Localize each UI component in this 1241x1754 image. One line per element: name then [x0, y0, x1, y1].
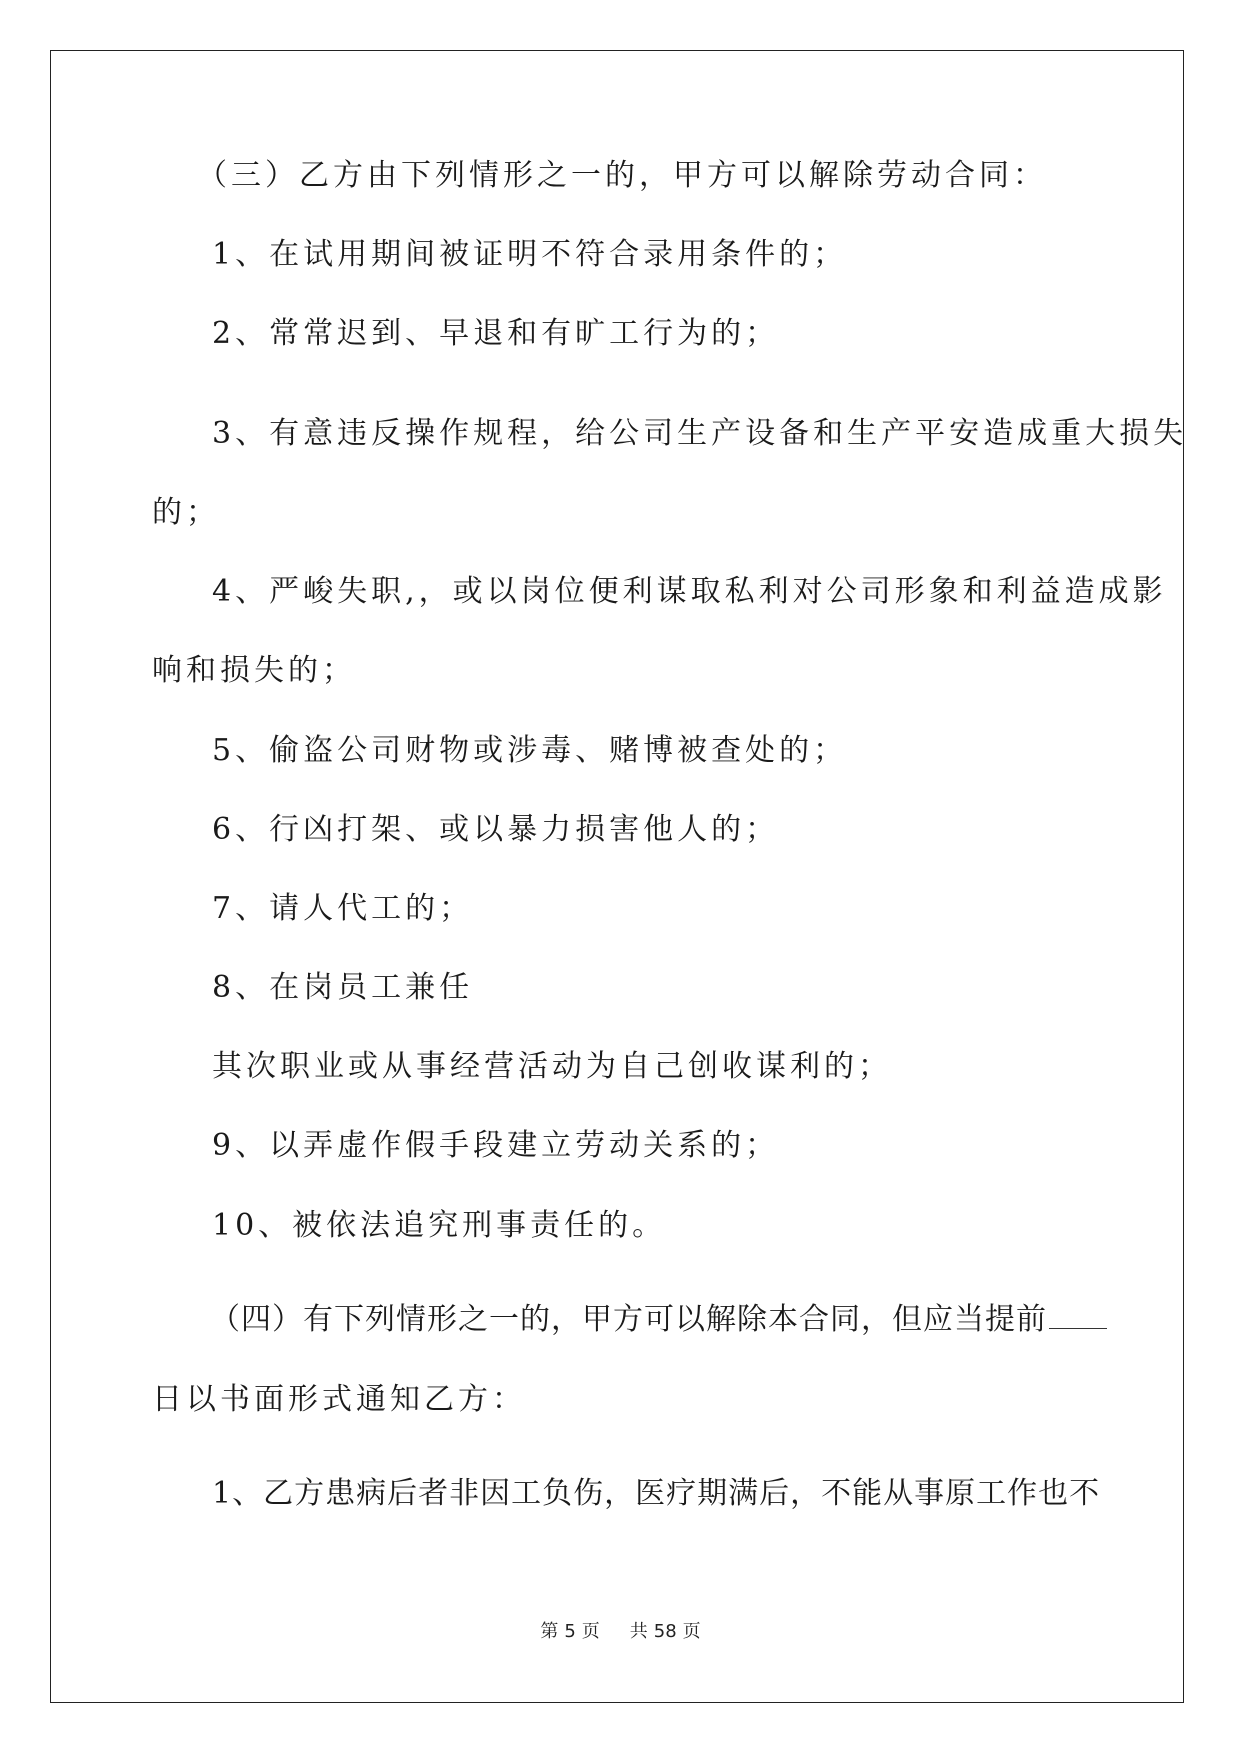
- list-item-4: 4、严峻失职,，或以岗位便利谋取私利对公司形象和利益造成影: [212, 574, 1167, 609]
- section-4-list-item-1: 1、乙方患病后者非因工负伤，医疗期满后，不能从事原工作也不: [212, 1476, 1101, 1511]
- list-item-4-cont: 响和损失的；: [152, 653, 356, 688]
- list-item-2: 2、常常迟到、早退和有旷工行为的；: [212, 316, 780, 351]
- list-item-1: 1、在试用期间被证明不符合录用条件的；: [212, 237, 848, 272]
- total-suffix: 页: [682, 1621, 701, 1642]
- list-item-10: 10、被依法追究刑事责任的。: [212, 1208, 667, 1243]
- total-prefix: 共: [629, 1621, 648, 1642]
- section-4-text: （四）有下列情形之一的，甲方可以解除本合同，但应当提前: [210, 1302, 1047, 1337]
- page-footer: [0, 1617, 1241, 1643]
- total-pages: 58: [653, 1621, 677, 1642]
- paragraph-section-4-cont: 日以书面形式通知乙方：: [152, 1382, 526, 1417]
- page-border: [50, 50, 1184, 1703]
- list-item-6: 6、行凶打架、或以暴力损害他人的；: [212, 812, 780, 847]
- list-item-8-cont: 其次职业或从事经营活动为自己创收谋利的；: [212, 1049, 892, 1084]
- list-item-5: 5、偷盗公司财物或涉毒、赌博被查处的；: [212, 733, 848, 768]
- paragraph-section-3-heading: （三）乙方由下列情形之一的，甲方可以解除劳动合同：: [197, 158, 1047, 193]
- list-item-3-cont: 的；: [152, 495, 220, 530]
- list-item-7: 7、请人代工的；: [212, 891, 474, 926]
- fill-in-blank[interactable]: [1049, 1300, 1107, 1329]
- list-item-3: 3、有意违反操作规程，给公司生产设备和生产平安造成重大损失: [212, 416, 1188, 451]
- page-number: 5: [564, 1621, 576, 1642]
- paragraph-section-4-heading: [210, 1300, 1107, 1340]
- list-item-9: 9、以弄虚作假手段建立劳动关系的；: [212, 1128, 780, 1163]
- list-item-8: 8、在岗员工兼任: [212, 970, 474, 1005]
- page-suffix: 页: [581, 1621, 600, 1642]
- page-prefix: 第: [540, 1621, 559, 1642]
